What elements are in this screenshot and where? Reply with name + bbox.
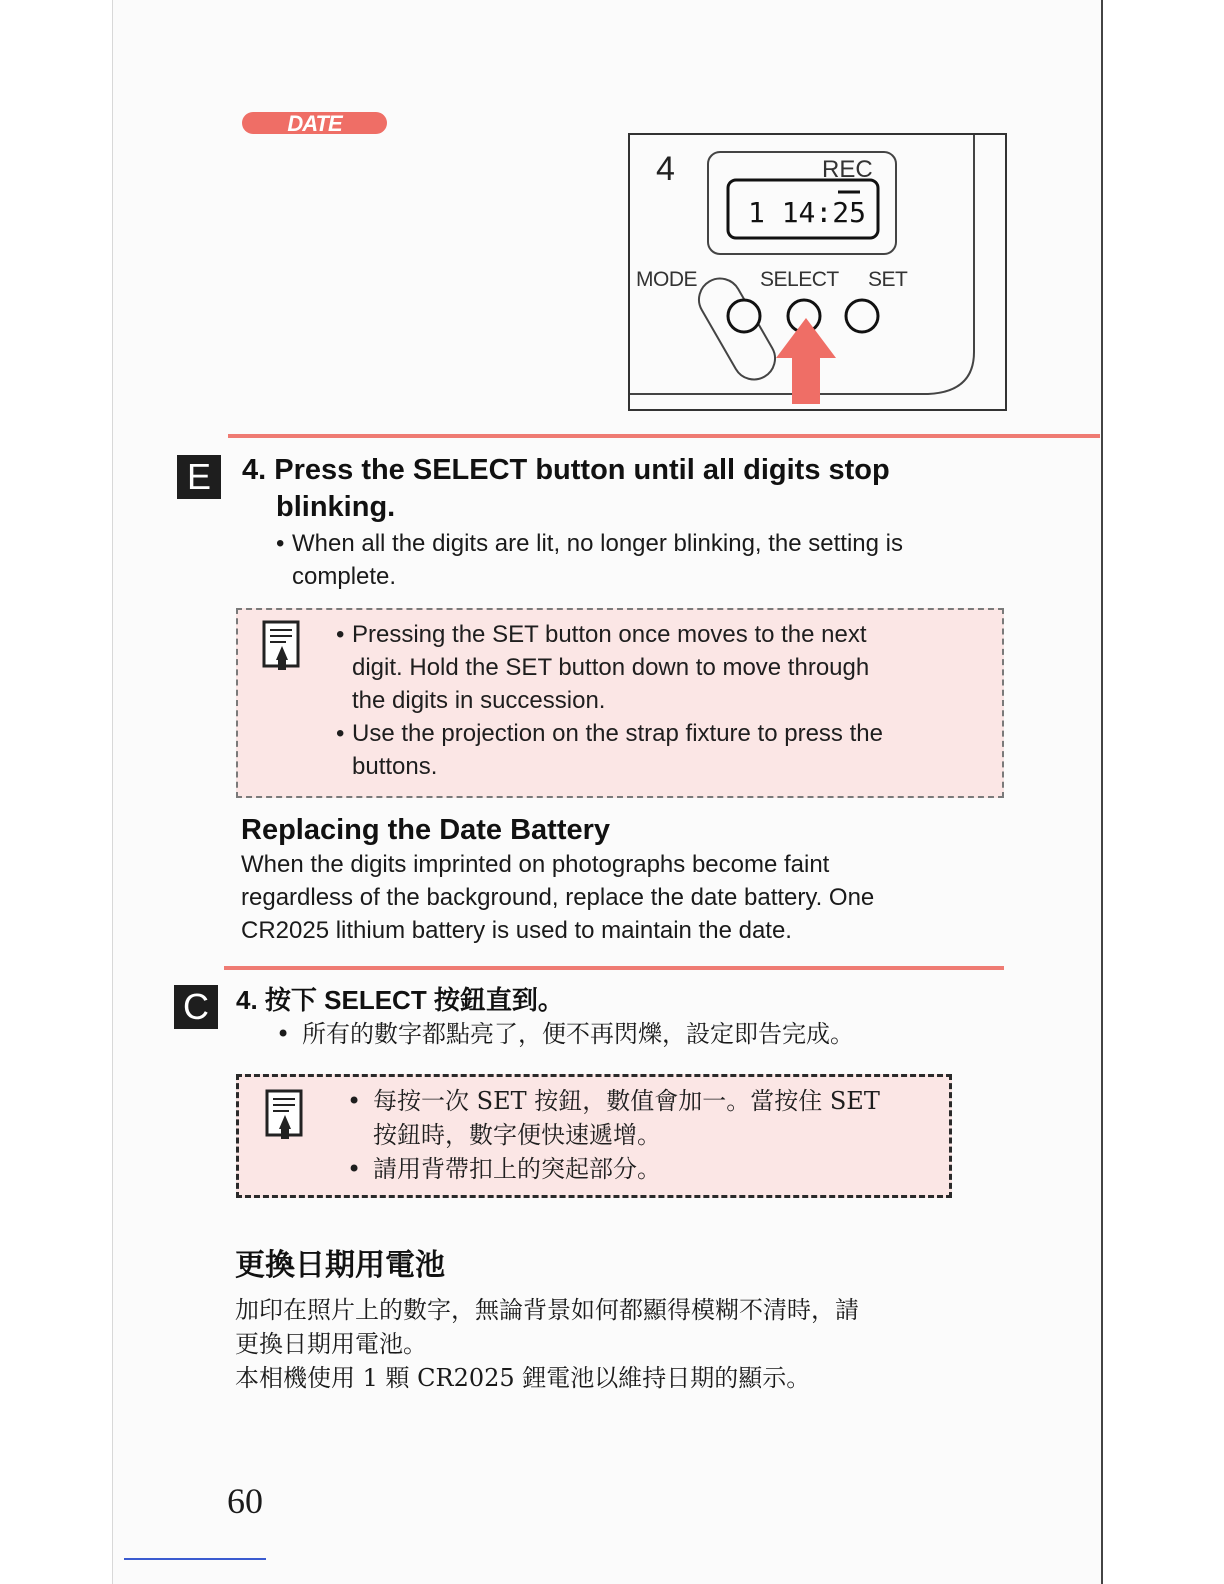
camera-back-illustration <box>628 132 1010 414</box>
section-divider <box>224 966 1004 970</box>
english-step-bullet: • When all the digits are lit, no longer blinking, the setting is <box>276 530 904 557</box>
battery-text-line: CR2025 lithium battery is used to maintain the date. <box>241 917 792 944</box>
arrow-up-icon <box>776 318 836 404</box>
chinese-note-item: • 請用背帶扣上的突起部分。 <box>347 1155 661 1183</box>
section-divider <box>228 434 1100 438</box>
select-label: SELECT <box>760 268 839 291</box>
mode-button[interactable] <box>728 300 760 332</box>
chinese-step-heading: 4. 按下 SELECT 按鈕直到。 <box>236 985 564 1015</box>
battery-text-line: regardless of the background, replace the date battery. One <box>241 884 875 911</box>
english-step-heading-line2: blinking. <box>276 491 396 523</box>
english-step-bullet-cont: complete. <box>292 563 397 590</box>
chinese-battery-text-line: 更換日期用電池。 <box>235 1330 427 1358</box>
chinese-section-badge: C <box>174 985 218 1029</box>
english-note-item-cont: digit. Hold the SET button down to move through <box>352 654 870 681</box>
set-button[interactable] <box>846 300 878 332</box>
illustration-step-number: 4 <box>656 150 675 188</box>
chinese-step-bullet: • 所有的數字都點亮了，便不再閃爍，設定即告完成。 <box>276 1020 854 1048</box>
chinese-battery-title: 更換日期用電池 <box>235 1249 445 1282</box>
battery-text-line: When the digits imprinted on photographs become faint <box>241 851 830 878</box>
note-icon <box>265 1089 305 1141</box>
date-section-label: DATE <box>242 112 387 134</box>
english-section-badge: E <box>177 455 221 499</box>
chinese-note-item-cont: 按鈕時，數字便快速遞增。 <box>373 1121 661 1149</box>
lcd-display: 1 14:25 <box>747 196 866 229</box>
page-number: 60 <box>227 1481 263 1521</box>
english-note-box <box>236 608 1004 798</box>
english-note-item: • Pressing the SET button once moves to the next <box>336 621 867 648</box>
chinese-note-box <box>236 1074 952 1198</box>
set-label: SET <box>868 268 908 291</box>
battery-section-title: Replacing the Date Battery <box>241 814 611 846</box>
chinese-battery-text-line: 加印在照片上的數字，無論背景如何都顯得模糊不清時，請 <box>235 1296 859 1324</box>
english-note-item: • Use the projection on the strap fixture to press the <box>336 720 883 747</box>
rec-label: REC <box>822 156 873 183</box>
note-icon <box>262 620 302 672</box>
chinese-note-item: • 每按一次 SET 按鈕，數值會加一。當按住 SET <box>347 1087 880 1115</box>
english-step-heading-line1: 4. Press the SELECT button until all digits stop <box>242 454 890 486</box>
bottom-edge-line <box>124 1558 266 1560</box>
english-note-item-cont: buttons. <box>352 753 438 780</box>
mode-label: MODE <box>636 268 697 291</box>
english-note-item-cont: the digits in succession. <box>352 687 606 714</box>
chinese-battery-text-line: 本相機使用 1 顆 CR2025 鋰電池以維持日期的顯示。 <box>235 1364 811 1392</box>
